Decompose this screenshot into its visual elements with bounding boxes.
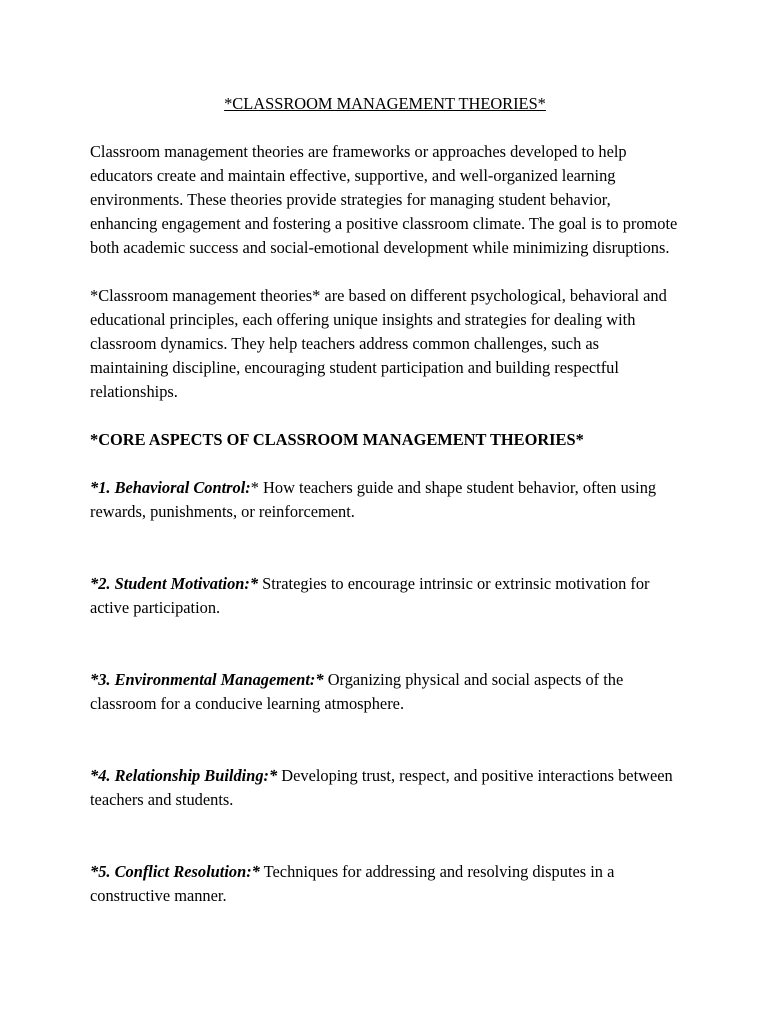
aspect-description: How teachers guide and shape student behavior, often using rewards, punishments, or reinforcement.	[90, 478, 657, 521]
aspect-item-behavioral-control	[90, 476, 680, 524]
aspect-term: *5. Conflict Resolution:*	[90, 862, 260, 881]
intro-paragraph: Classroom management theories are frameworks or approaches developed to help educators create and maintain effective, supportive, and well-organized learning environments. These theories provide strategies for managing student behavior, enhancing engagement and fostering a positive classroom climate. The goal is to promote both academic success and social-emotional development while minimizing disruptions.	[90, 142, 678, 257]
aspect-description: Techniques for addressing and resolving disputes in a constructive manner.	[90, 862, 615, 905]
aspect-term: *3. Environmental Management:*	[90, 670, 324, 689]
aspect-term-close: *	[250, 478, 259, 497]
aspect-description: Organizing physical and social aspects of the classroom for a conducive learning atmosphere.	[90, 670, 624, 713]
aspect-item-conflict-resolution	[90, 860, 680, 908]
basis-paragraph: *Classroom management theories* are based on different psychological, behavioral and educational principles, each offering unique insights and strategies for dealing with classroom dynamics. They help teachers address common challenges, such as maintaining discipline, encouraging student participation and building respectful relationships.	[90, 286, 667, 401]
aspect-description: Strategies to encourage intrinsic or extrinsic motivation for active participation.	[90, 574, 650, 617]
aspect-term: *4. Relationship Building:*	[90, 766, 278, 785]
aspect-description: Developing trust, respect, and positive interactions between teachers and students.	[90, 766, 673, 809]
aspect-item-relationship-building	[90, 764, 680, 812]
section-heading: *CORE ASPECTS OF CLASSROOM MANAGEMENT THEORIES*	[90, 430, 584, 449]
aspect-item-environmental-management	[90, 668, 680, 716]
document-page	[90, 92, 680, 956]
aspect-item-student-motivation	[90, 572, 680, 620]
document-title: *CLASSROOM MANAGEMENT THEORIES*	[224, 94, 546, 113]
aspect-term: *1. Behavioral Control:	[90, 478, 251, 497]
aspect-term: *2. Student Motivation:*	[90, 574, 259, 593]
